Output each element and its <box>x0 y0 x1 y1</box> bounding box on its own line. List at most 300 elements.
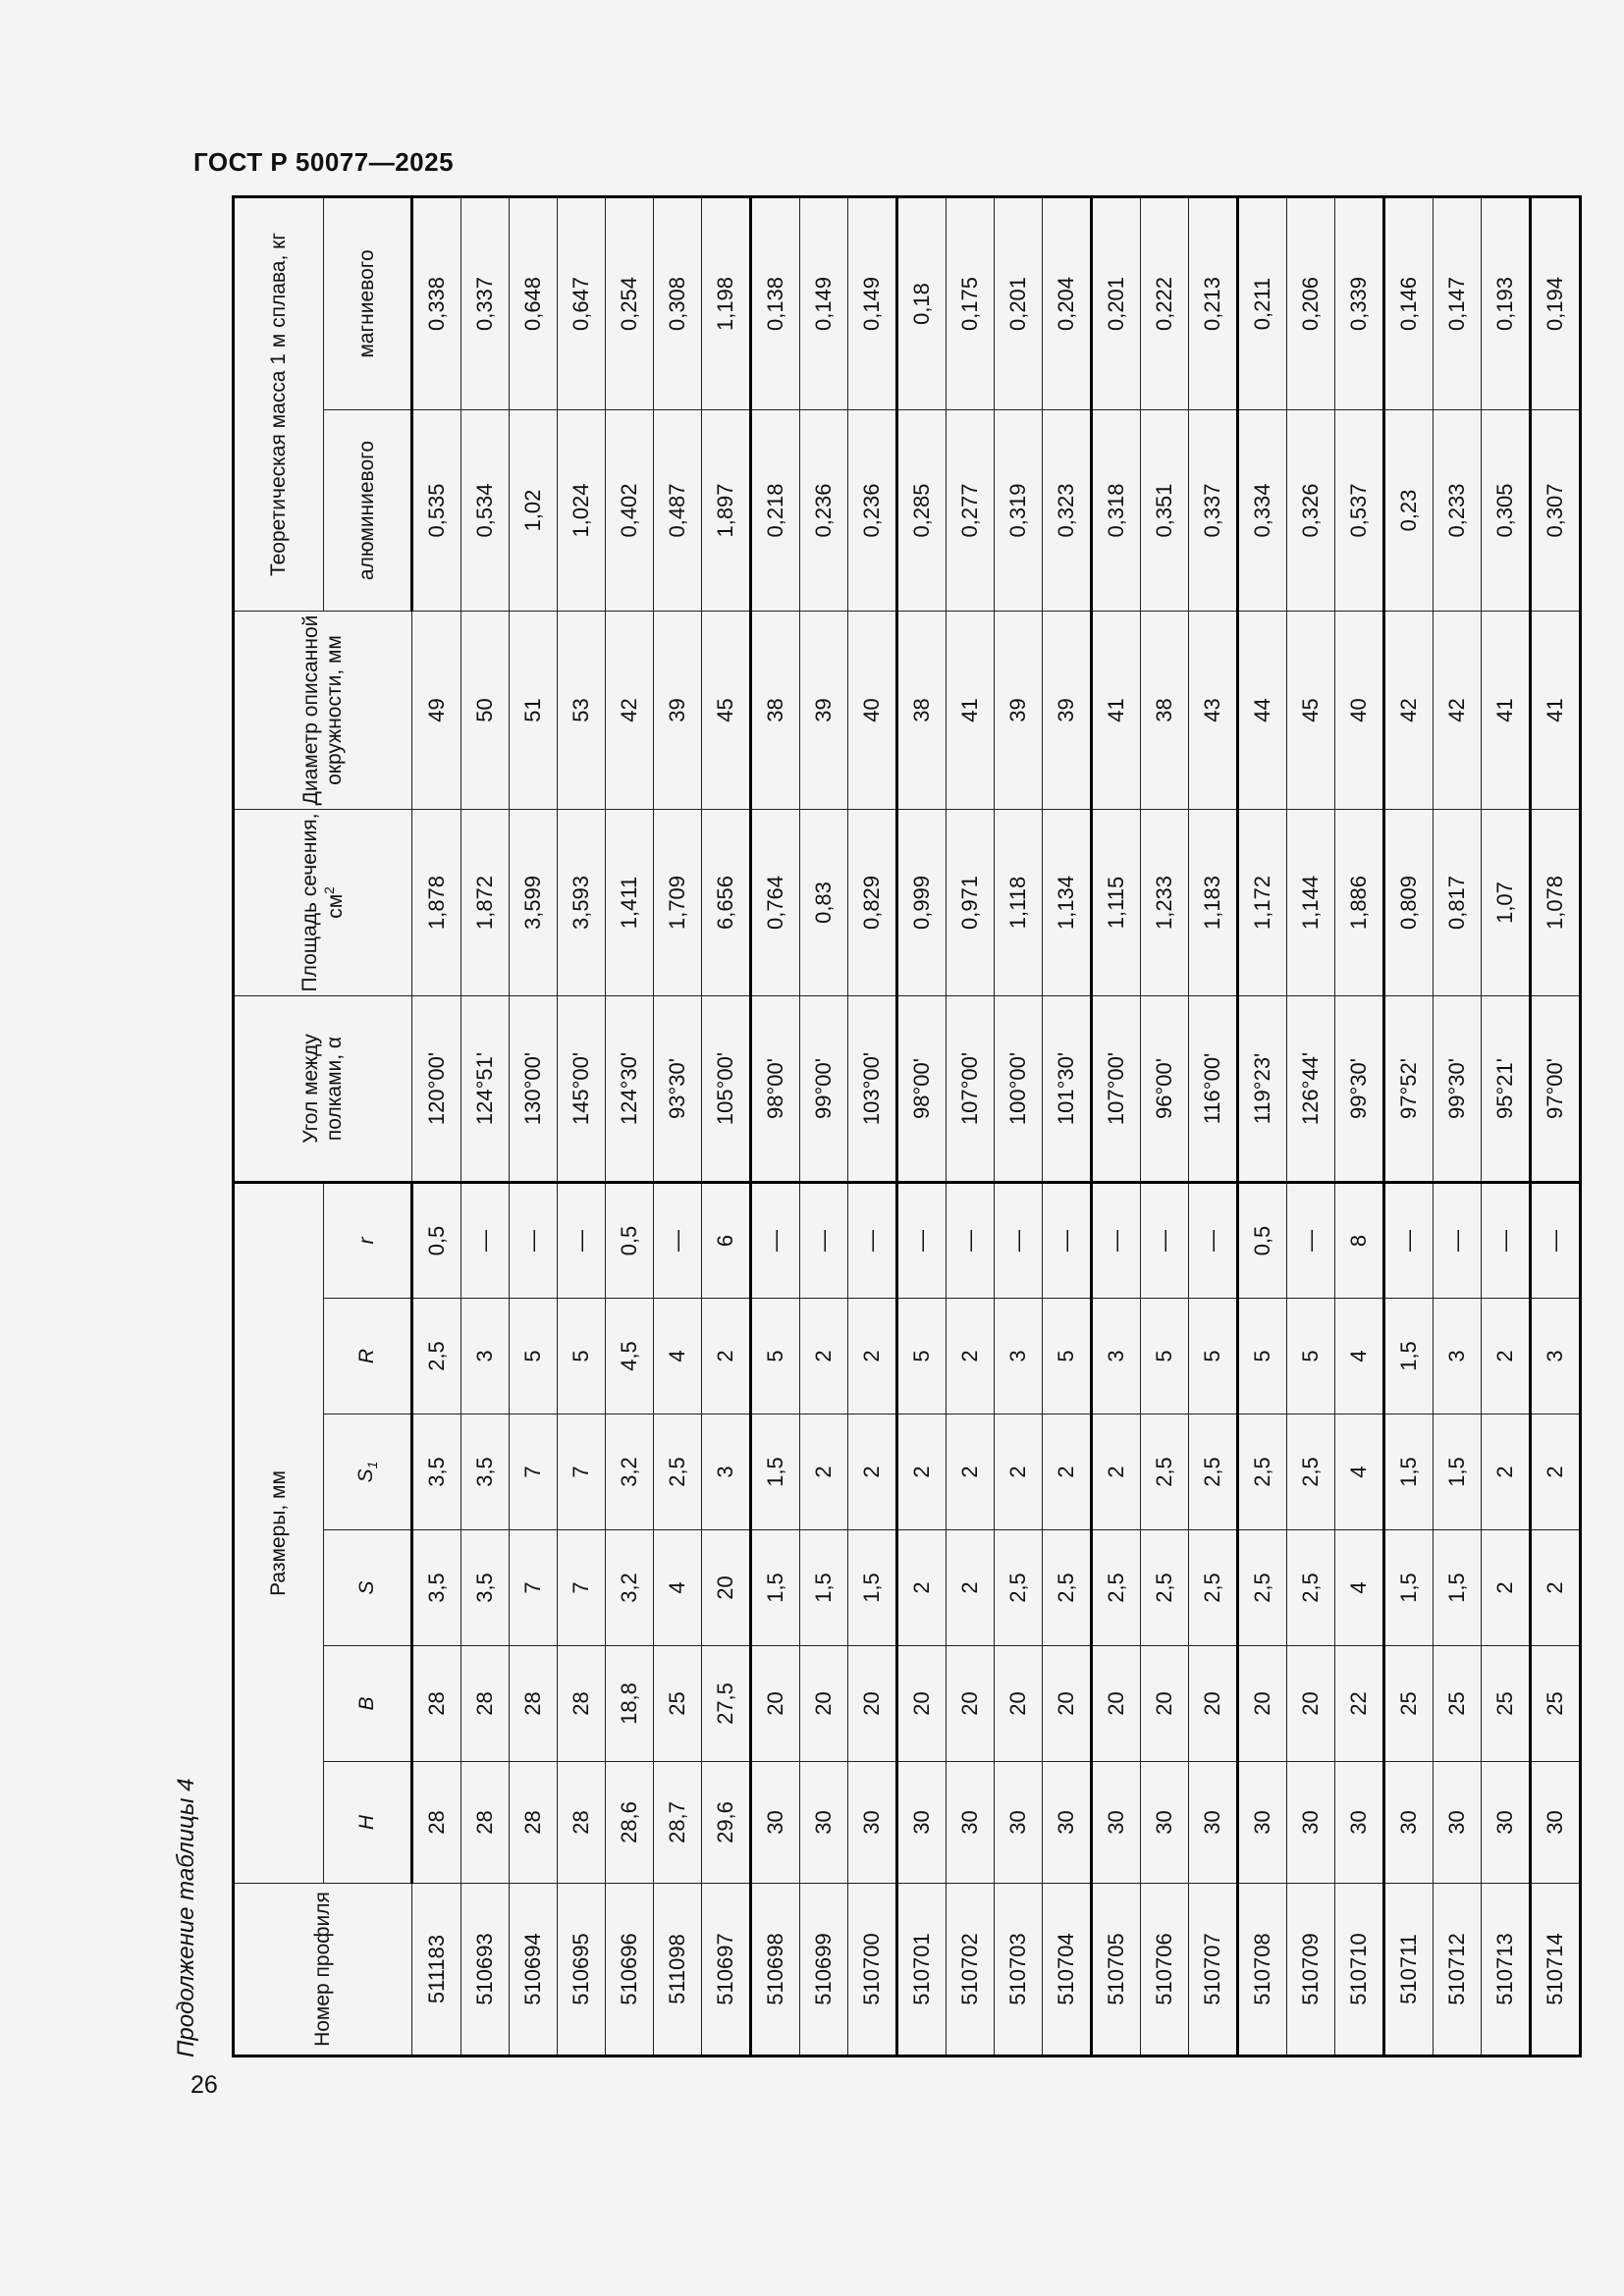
table-cell: 18,8 <box>606 1646 654 1762</box>
table-cell: 41 <box>1531 612 1581 810</box>
table-cell: 28 <box>510 1646 558 1762</box>
table-cell: 7 <box>510 1415 558 1530</box>
table-cell: 1,411 <box>606 810 654 996</box>
table-cell: 30 <box>1141 1762 1189 1884</box>
header-area <box>234 810 412 996</box>
profile-number-cell: 510697 <box>702 1884 751 2056</box>
table-cell: 40 <box>1335 612 1384 810</box>
table-cell: 1,144 <box>1287 810 1335 996</box>
table-cell: — <box>1434 1183 1482 1299</box>
table-cell: 145°00' <box>558 996 606 1183</box>
table-cell: 2 <box>1531 1530 1581 1646</box>
table-cell: 2 <box>947 1299 995 1415</box>
table-cell: 2 <box>1092 1415 1141 1530</box>
table-cell: 96°00' <box>1141 996 1189 1183</box>
table-cell: 5 <box>558 1299 606 1415</box>
table-cell: 4,5 <box>606 1299 654 1415</box>
header-R: R <box>324 1299 412 1415</box>
table-cell: 0,647 <box>558 197 606 410</box>
table-cell: 0,999 <box>897 810 947 996</box>
table-cell: 0,318 <box>1092 410 1141 612</box>
profile-number-cell: 510704 <box>1043 1884 1092 2056</box>
table-row <box>897 197 947 2056</box>
table-cell: 49 <box>412 612 461 810</box>
profile-number-cell: 510702 <box>947 1884 995 2056</box>
table-row <box>1384 197 1434 2056</box>
table-cell: 0,326 <box>1287 410 1335 612</box>
table-cell: 5 <box>1238 1299 1287 1415</box>
table-cell: 1,5 <box>751 1415 800 1530</box>
table-cell: 38 <box>751 612 800 810</box>
table-cell: 100°00' <box>995 996 1043 1183</box>
table-cell: 1,02 <box>510 410 558 612</box>
table-cell: — <box>995 1183 1043 1299</box>
table-row <box>412 197 461 2056</box>
table-cell: 0,319 <box>995 410 1043 612</box>
table-cell: 2 <box>1043 1415 1092 1530</box>
table-cell: 0,23 <box>1384 410 1434 612</box>
table-cell: 1,5 <box>1434 1415 1482 1530</box>
table-cell: — <box>1043 1183 1092 1299</box>
table-cell: 1,709 <box>654 810 702 996</box>
table-cell: 2,5 <box>1189 1530 1238 1646</box>
table-cell: 1,886 <box>1335 810 1384 996</box>
table-cell: 0,534 <box>461 410 510 612</box>
table-cell: 20 <box>848 1646 897 1762</box>
table-cell: 0,254 <box>606 197 654 410</box>
table-row <box>1092 197 1141 2056</box>
table-cell: 119°23' <box>1238 996 1287 1183</box>
header-diameter: Диаметр описанной окружности, мм <box>234 612 412 810</box>
table-cell: 30 <box>1043 1762 1092 1884</box>
table-cell: 3 <box>995 1299 1043 1415</box>
profile-number-cell: 511098 <box>654 1884 702 2056</box>
table-cell: 45 <box>1287 612 1335 810</box>
table-cell: 28 <box>461 1646 510 1762</box>
table-cell: 2 <box>800 1299 848 1415</box>
table-cell: 5 <box>510 1299 558 1415</box>
table-cell: — <box>1482 1183 1531 1299</box>
table-cell: 7 <box>558 1415 606 1530</box>
table-cell: — <box>1141 1183 1189 1299</box>
profile-number-cell: 510700 <box>848 1884 897 2056</box>
table-cell: 30 <box>1287 1762 1335 1884</box>
table-body <box>412 197 1581 2056</box>
table-cell: 1,5 <box>1434 1530 1482 1646</box>
table-cell: 6 <box>702 1183 751 1299</box>
table-cell: 41 <box>947 612 995 810</box>
table-row <box>995 197 1043 2056</box>
table-cell: 1,233 <box>1141 810 1189 996</box>
table-cell: 3 <box>702 1415 751 1530</box>
table-cell: 130°00' <box>510 996 558 1183</box>
table-cell: 0,277 <box>947 410 995 612</box>
table-row <box>510 197 558 2056</box>
table-cell: 1,198 <box>702 197 751 410</box>
table-cell: 0,537 <box>1335 410 1384 612</box>
table-cell: 1,5 <box>1384 1530 1434 1646</box>
header-angle: Угол между полками, α <box>234 996 412 1183</box>
table-cell: 5 <box>1287 1299 1335 1415</box>
profile-number-cell: 510709 <box>1287 1884 1335 2056</box>
table-cell: 2 <box>848 1415 897 1530</box>
table-row <box>1531 197 1581 2056</box>
profile-number-cell: 511183 <box>412 1884 461 2056</box>
table-cell: 0,201 <box>1092 197 1141 410</box>
table-cell: 20 <box>1189 1646 1238 1762</box>
table-cell: 2,5 <box>1287 1530 1335 1646</box>
table-cell: 41 <box>1482 612 1531 810</box>
profile-number-cell: 510707 <box>1189 1884 1238 2056</box>
table-cell: 28,6 <box>606 1762 654 1884</box>
table-cell: 45 <box>702 612 751 810</box>
table-row <box>606 197 654 2056</box>
table-cell: 42 <box>1434 612 1482 810</box>
table-cell: 25 <box>1531 1646 1581 1762</box>
table-cell: 0,971 <box>947 810 995 996</box>
table-cell: 2 <box>702 1299 751 1415</box>
table-cell: 0,175 <box>947 197 995 410</box>
table-cell: 2 <box>1482 1415 1531 1530</box>
header-sizes: Размеры, мм <box>234 1183 324 1884</box>
table-cell: 39 <box>1043 612 1092 810</box>
table-cell: 0,285 <box>897 410 947 612</box>
table-cell: 3 <box>1531 1299 1581 1415</box>
page-number: 26 <box>190 2071 218 2099</box>
table-cell: 29,6 <box>702 1762 751 1884</box>
table-cell: 8 <box>1335 1183 1384 1299</box>
table-row <box>1043 197 1092 2056</box>
table-cell: 4 <box>1335 1530 1384 1646</box>
table-cell: 0,5 <box>1238 1183 1287 1299</box>
header-r: r <box>324 1183 412 1299</box>
table-cell: 39 <box>800 612 848 810</box>
table-cell: 2,5 <box>1043 1530 1092 1646</box>
rotated-table-block <box>167 173 1567 2057</box>
table-cell: 0,307 <box>1531 410 1581 612</box>
table-caption: Продолжение таблицы 4 <box>173 1778 199 2057</box>
table-row <box>558 197 606 2056</box>
table-cell: 2,5 <box>995 1530 1043 1646</box>
table-cell: 2 <box>1482 1299 1531 1415</box>
table-cell: 4 <box>1335 1299 1384 1415</box>
profile-number-cell: 510693 <box>461 1884 510 2056</box>
table-row <box>461 197 510 2056</box>
table-cell: 0,5 <box>412 1183 461 1299</box>
table-cell: 0,817 <box>1434 810 1482 996</box>
table-cell: 1,118 <box>995 810 1043 996</box>
table-row <box>848 197 897 2056</box>
table-cell: 20 <box>800 1646 848 1762</box>
table-cell: — <box>510 1183 558 1299</box>
table-cell: 97°52' <box>1384 996 1434 1183</box>
table-cell: 28 <box>461 1762 510 1884</box>
table-cell: 99°00' <box>800 996 848 1183</box>
table-cell: 3,5 <box>412 1530 461 1646</box>
table-cell: 4 <box>654 1299 702 1415</box>
table-cell: 20 <box>1238 1646 1287 1762</box>
table-cell: 25 <box>654 1646 702 1762</box>
table-cell: 20 <box>1092 1646 1141 1762</box>
table-cell: 0,218 <box>751 410 800 612</box>
table-cell: 107°00' <box>1092 996 1141 1183</box>
table-cell: 2,5 <box>1287 1415 1335 1530</box>
table-cell: 0,339 <box>1335 197 1384 410</box>
table-cell: 44 <box>1238 612 1287 810</box>
table-cell: 30 <box>1531 1762 1581 1884</box>
table-cell: — <box>751 1183 800 1299</box>
table-cell: 0,211 <box>1238 197 1287 410</box>
table-row <box>1482 197 1531 2056</box>
profile-number-cell: 510699 <box>800 1884 848 2056</box>
table-cell: 3 <box>1092 1299 1141 1415</box>
table-cell: 39 <box>995 612 1043 810</box>
profile-number-cell: 510706 <box>1141 1884 1189 2056</box>
header-S: S <box>324 1530 412 1646</box>
header-H: H <box>324 1762 412 1884</box>
table-cell: 1,897 <box>702 410 751 612</box>
header-area-text: Площадь сечения, см <box>298 813 347 992</box>
header-magnesium: магниевого <box>324 197 412 410</box>
table-cell: 0,323 <box>1043 410 1092 612</box>
table-cell: 38 <box>897 612 947 810</box>
table-cell: 30 <box>1189 1762 1238 1884</box>
table-cell: 43 <box>1189 612 1238 810</box>
table-cell: 28 <box>412 1762 461 1884</box>
table-cell: 30 <box>897 1762 947 1884</box>
table-cell: 0,402 <box>606 410 654 612</box>
table-cell: 2,5 <box>1238 1530 1287 1646</box>
table-row <box>1141 197 1189 2056</box>
table-cell: 25 <box>1482 1646 1531 1762</box>
table-row <box>800 197 848 2056</box>
table-cell: 0,138 <box>751 197 800 410</box>
table-cell: 0,204 <box>1043 197 1092 410</box>
table-cell: 2,5 <box>1092 1530 1141 1646</box>
table-cell: 2,5 <box>412 1299 461 1415</box>
table-cell: 28 <box>558 1762 606 1884</box>
table-cell: 5 <box>1189 1299 1238 1415</box>
table-cell: 20 <box>1141 1646 1189 1762</box>
table-row <box>1189 197 1238 2056</box>
table-cell: 2,5 <box>1238 1415 1287 1530</box>
profile-number-cell: 510698 <box>751 1884 800 2056</box>
table-cell: — <box>1531 1183 1581 1299</box>
table-cell: 20 <box>947 1646 995 1762</box>
table-cell: 2,5 <box>654 1415 702 1530</box>
header-mass: Теоретическая масса 1 м сплава, кг <box>234 197 324 612</box>
table-cell: 0,149 <box>800 197 848 410</box>
header-S1 <box>324 1415 412 1530</box>
table-cell: 0,337 <box>461 197 510 410</box>
table-cell: 6,656 <box>702 810 751 996</box>
profile-number-cell: 510696 <box>606 1884 654 2056</box>
table-cell: 30 <box>1434 1762 1482 1884</box>
table-cell: 7 <box>510 1530 558 1646</box>
table-cell: — <box>1384 1183 1434 1299</box>
table-cell: 0,337 <box>1189 410 1238 612</box>
table-cell: 0,83 <box>800 810 848 996</box>
table-cell: 124°30' <box>606 996 654 1183</box>
table-cell: 28,7 <box>654 1762 702 1884</box>
header-B: B <box>324 1646 412 1762</box>
table-cell: 30 <box>947 1762 995 1884</box>
table-cell: 30 <box>1335 1762 1384 1884</box>
table-row <box>1335 197 1384 2056</box>
table-cell: 98°00' <box>897 996 947 1183</box>
table-cell: 3 <box>461 1299 510 1415</box>
table-cell: 20 <box>897 1646 947 1762</box>
profile-number-cell: 510703 <box>995 1884 1043 2056</box>
table-cell: 41 <box>1092 612 1141 810</box>
table-cell: 0,829 <box>848 810 897 996</box>
header-S1-base: S <box>353 1468 377 1483</box>
table-cell: 4 <box>1335 1415 1384 1530</box>
table-cell: 0,201 <box>995 197 1043 410</box>
table-cell: 0,809 <box>1384 810 1434 996</box>
table-cell: 7 <box>558 1530 606 1646</box>
table-cell: 0,535 <box>412 410 461 612</box>
table-cell: 0,351 <box>1141 410 1189 612</box>
profile-number-cell: 510701 <box>897 1884 947 2056</box>
table-cell: — <box>654 1183 702 1299</box>
table-cell: — <box>897 1183 947 1299</box>
profile-number-cell: 510708 <box>1238 1884 1287 2056</box>
profile-number-cell: 510714 <box>1531 1884 1581 2056</box>
document-header: ГОСТ Р 50077—2025 <box>193 147 455 177</box>
table-cell: 20 <box>702 1530 751 1646</box>
table-cell: 2 <box>897 1530 947 1646</box>
table-cell: 53 <box>558 612 606 810</box>
table-cell: 0,308 <box>654 197 702 410</box>
table-cell: — <box>947 1183 995 1299</box>
table-cell: 4 <box>654 1530 702 1646</box>
table-cell: 30 <box>1238 1762 1287 1884</box>
table-cell: — <box>558 1183 606 1299</box>
table-cell: 1,134 <box>1043 810 1092 996</box>
table-cell: 2 <box>800 1415 848 1530</box>
table-cell: 38 <box>1141 612 1189 810</box>
table-cell: 25 <box>1384 1646 1434 1762</box>
table-cell: 1,5 <box>751 1530 800 1646</box>
table-cell: 27,5 <box>702 1646 751 1762</box>
table-cell: 2 <box>1531 1415 1581 1530</box>
table-row <box>751 197 800 2056</box>
table-row <box>947 197 995 2056</box>
table-cell: 0,305 <box>1482 410 1531 612</box>
table-cell: 40 <box>848 612 897 810</box>
header-area-sup: 2 <box>322 886 337 894</box>
table-cell: 2 <box>848 1299 897 1415</box>
table-cell: 30 <box>1384 1762 1434 1884</box>
table-cell: 0,213 <box>1189 197 1238 410</box>
table-cell: 95°21' <box>1482 996 1531 1183</box>
table-cell: 0,233 <box>1434 410 1482 612</box>
table-cell: 0,236 <box>800 410 848 612</box>
table-cell: 116°00' <box>1189 996 1238 1183</box>
table-cell: 1,872 <box>461 810 510 996</box>
table-cell: 0,194 <box>1531 197 1581 410</box>
table-cell: 0,334 <box>1238 410 1287 612</box>
table-cell: 30 <box>751 1762 800 1884</box>
table-cell: 2 <box>897 1415 947 1530</box>
table-cell: 1,5 <box>800 1530 848 1646</box>
table-cell: 20 <box>1043 1646 1092 1762</box>
table-cell: 3,599 <box>510 810 558 996</box>
table-cell: 1,078 <box>1531 810 1581 996</box>
table-cell: 0,193 <box>1482 197 1531 410</box>
table-cell: 20 <box>1287 1646 1335 1762</box>
table-cell: 0,236 <box>848 410 897 612</box>
table-cell: 0,149 <box>848 197 897 410</box>
table-row <box>1434 197 1482 2056</box>
table-cell: — <box>1287 1183 1335 1299</box>
table-cell: 3,5 <box>461 1530 510 1646</box>
table-cell: 5 <box>897 1299 947 1415</box>
table-cell: 22 <box>1335 1646 1384 1762</box>
table-cell: 0,5 <box>606 1183 654 1299</box>
table-cell: 103°00' <box>848 996 897 1183</box>
table-cell: 1,5 <box>1384 1415 1434 1530</box>
profile-number-cell: 510711 <box>1384 1884 1434 2056</box>
table-cell: 107°00' <box>947 996 995 1183</box>
table-row <box>654 197 702 2056</box>
table-cell: 0,764 <box>751 810 800 996</box>
table-cell: 3,593 <box>558 810 606 996</box>
table-cell: — <box>1189 1183 1238 1299</box>
table-cell: — <box>1092 1183 1141 1299</box>
table-cell: 124°51' <box>461 996 510 1183</box>
table-cell: 0,338 <box>412 197 461 410</box>
table-cell: 93°30' <box>654 996 702 1183</box>
table-cell: 5 <box>1043 1299 1092 1415</box>
profile-number-cell: 510713 <box>1482 1884 1531 2056</box>
profile-number-cell: 510710 <box>1335 1884 1384 2056</box>
table-cell: 28 <box>558 1646 606 1762</box>
table-cell: 2,5 <box>1189 1415 1238 1530</box>
table-cell: 0,648 <box>510 197 558 410</box>
table-cell: 2 <box>1482 1530 1531 1646</box>
table-cell: 120°00' <box>412 996 461 1183</box>
header-aluminum: алюминиевого <box>324 410 412 612</box>
table-cell: 28 <box>510 1762 558 1884</box>
table-cell: 5 <box>751 1299 800 1415</box>
table-row <box>1287 197 1335 2056</box>
table-cell: 39 <box>654 612 702 810</box>
table-cell: 30 <box>848 1762 897 1884</box>
header-S1-sub: 1 <box>364 1461 380 1469</box>
table-cell: 1,5 <box>1384 1299 1434 1415</box>
table-cell: 3 <box>1434 1299 1482 1415</box>
table-cell: 28 <box>412 1646 461 1762</box>
table-cell: 3,2 <box>606 1415 654 1530</box>
table-cell: 97°00' <box>1531 996 1581 1183</box>
table-cell: 3,2 <box>606 1530 654 1646</box>
header-number: Номер профиля <box>234 1884 412 2056</box>
table-cell: 99°30' <box>1335 996 1384 1183</box>
profile-number-cell: 510694 <box>510 1884 558 2056</box>
table-cell: 2 <box>995 1415 1043 1530</box>
table-cell: 30 <box>800 1762 848 1884</box>
table-cell: — <box>800 1183 848 1299</box>
table-cell: 2 <box>947 1530 995 1646</box>
table-cell: 105°00' <box>702 996 751 1183</box>
table-cell: 0,146 <box>1384 197 1434 410</box>
table-cell: 2 <box>947 1415 995 1530</box>
table-cell: 2,5 <box>1141 1530 1189 1646</box>
profile-number-cell: 510705 <box>1092 1884 1141 2056</box>
table-cell: 0,147 <box>1434 197 1482 410</box>
